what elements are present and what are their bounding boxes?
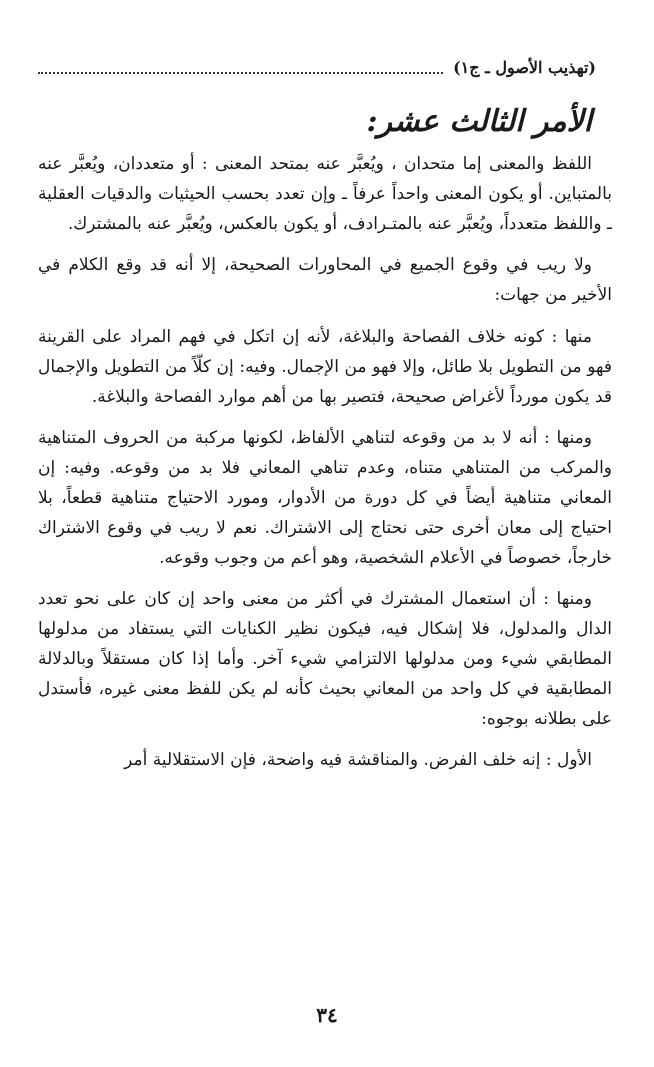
header-book-reference: (تهذيب الأصول ـ ج١) <box>453 57 596 77</box>
body-text <box>38 100 612 788</box>
paragraph-3: منها : كونه خلاف الفصاحة والبلاغة، لأنه إن اتكل في فهم المراد على القرينة فهو من التطويل بلا طائل، وإلا فهو من الإجمال. وفيه: إن كلّاً من التطويل والإجمال قد يكون مورداً لأغراض صحيحة، فتصير بها من أهم موارد الفصاحة والبلاغة. <box>38 326 612 407</box>
paragraph-4: ومنها : أنه لا بد من وقوعه لتناهي الألفاظ، لكونها مركبة من الحروف المتناهية والمركب من المتناهي متناه، وعدم تناهي المعاني فلا بد من وقوعه. وفيه: إن المعاني متناهية أيضاً في كل دورة من الأدوار، ومورد الاحتياج متناهية قطعاً، بلا احتياج إلى معان أخرى حتى نحتاج إلى الاشتراك. نعم لا ريب في وقوع الاشتراك خارجاً، خصوصاً في الأعلام الشخصية، وهو أعم من وجوب وقوعه. <box>38 428 612 568</box>
paragraph-2: ولا ريب في وقوع الجميع في المحاورات الصحيحة، إلا أنه قد وقع الكلام في الأخير من جهات: <box>38 255 612 306</box>
running-header <box>28 52 596 82</box>
paragraph-1: اللفظ والمعنى إما متحدان ، ويُعبَّر عنه بمتحد المعنى : أو متعددان، ويُعبَّر عنه بالمتباين. أو يكون المعنى واحداً عرفاً ـ وإن تعدد بحسب الحيثيات والدقيات العقلية ـ واللفظ متعدداً، ويُعبَّر عنه بالمتـرادف، أو يكون بالعكس، ويُعبَّر عنه بالمشترك. <box>38 154 612 234</box>
page-number: ٣٤ <box>316 1003 338 1027</box>
header-dotted-leader <box>38 60 443 74</box>
paragraph-6: الأول : إنه خلف الفرض. والمناقشة فيه واضحة، فإن الاستقلالية أمر <box>124 750 592 771</box>
section-title: الأمر الثالث عشر: <box>366 104 592 139</box>
paragraph-5: ومنها : أن استعمال المشترك في أكثر من معنى واحد إن كان على نحو تعدد الدال والمدلول، فلا إشكال فيه، فيكون نظير الكنايات التي يستفاد من مدلولها المطابقي شيء ومن مدلولها الالتزامي شيء آخر. وأما إذا كان مستقلاً وبالدلالة المطابقية في كل واحد من المعاني بحيث كأنه لم يكن للفظ معنى غيره، فأستدل على بطلانه بوجوه: <box>38 589 612 729</box>
